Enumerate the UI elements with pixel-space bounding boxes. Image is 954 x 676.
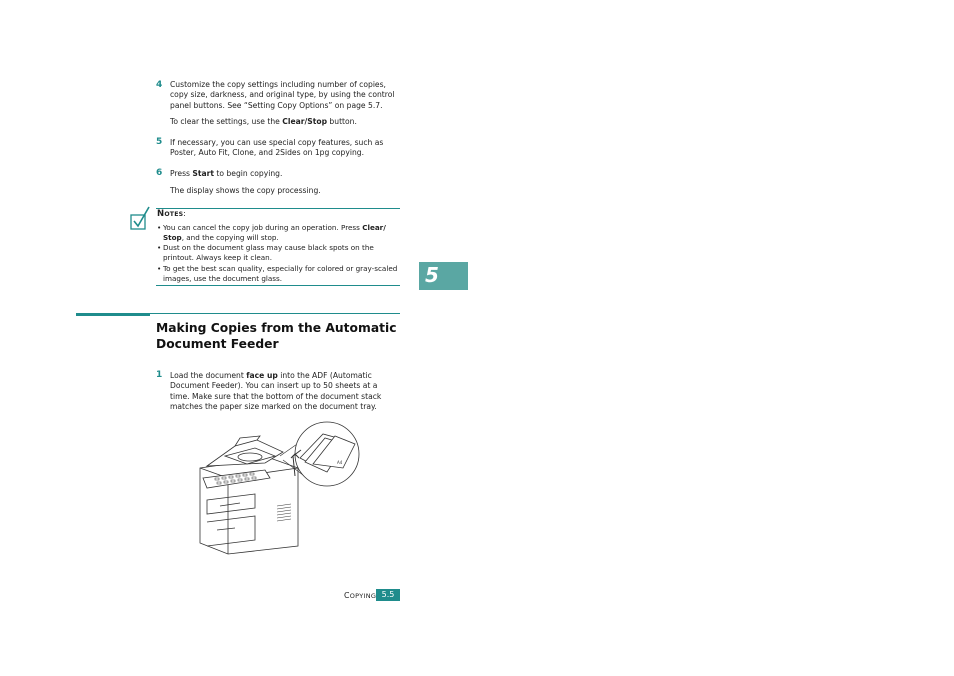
notes-title-rest: OTES <box>164 211 184 218</box>
step-4-sub-pre: To clear the settings, use the <box>170 117 283 126</box>
section-heading-line-1: Making Copies from the Automatic <box>156 321 397 335</box>
step-4-subtext <box>170 117 402 127</box>
step-1-text <box>170 371 402 412</box>
notes-title-colon: : <box>183 209 187 218</box>
clear-stop-label: Clear/Stop <box>282 117 328 126</box>
step-number-1: 1 <box>156 370 163 380</box>
footer-label-cap: C <box>344 591 350 600</box>
bullet: • <box>157 243 162 252</box>
step-4-line-3: panel buttons. See “Setting Copy Options” on page 5.7. <box>170 100 383 110</box>
step-1-line-3: time. Make sure that the bottom of the document stack <box>170 391 382 401</box>
step-1-line-1: Load the document face up into the ADF (Automatic <box>170 371 372 380</box>
footer-label-rest: OPYING <box>349 592 377 600</box>
step-6-pre: Press <box>170 169 193 178</box>
note-item-2 <box>157 243 401 262</box>
notes-checkmark-icon <box>129 205 153 233</box>
printer-adf-illustration <box>195 418 361 558</box>
note-1-text: You can cancel the copy job during an operation. Press Clear/ Stop, and the copying will stop. <box>163 223 386 242</box>
bullet: • <box>157 223 162 232</box>
note-3-text: To get the best scan quality, especially for colored or gray-scaled images, use the document glass. <box>163 264 398 283</box>
step-5-line-1: If necessary, you can use special copy features, such as <box>170 138 384 147</box>
step-1-line-2: Document Feeder). You can insert up to 50 sheets at a <box>170 381 378 391</box>
step-5-text <box>170 138 402 159</box>
notes-top-rule <box>156 208 400 209</box>
section-heading <box>156 320 406 352</box>
step-6-text <box>170 169 402 179</box>
notes-title-cap: N <box>157 209 165 219</box>
notes-title <box>157 209 186 219</box>
start-label: Start <box>192 169 215 178</box>
step-4-sub-post: button. <box>327 117 357 126</box>
chapter-tab <box>419 262 468 290</box>
step-4-line-2: copy size, darkness, and original type, by using the control <box>170 90 395 100</box>
note-item-3 <box>157 264 401 283</box>
note-item-1 <box>157 223 401 242</box>
step-4-text <box>170 80 402 111</box>
step-6-subtext: The display shows the copy processing. <box>170 186 321 195</box>
notes-bottom-rule <box>156 285 400 286</box>
footer-page-number: 5.5 <box>376 589 400 601</box>
chapter-number: 5 <box>425 263 439 287</box>
step-number-6: 6 <box>156 168 163 178</box>
step-6-post: to begin copying. <box>214 169 283 178</box>
footer-section-label <box>344 591 376 600</box>
bullet: • <box>157 264 162 273</box>
step-number-4: 4 <box>156 80 163 90</box>
step-5-line-2: Poster, Auto Fit, Clone, and 2Sides on 1pg copying. <box>170 148 365 158</box>
heading-rule-accent <box>76 313 150 316</box>
section-heading-line-2: Document Feeder <box>156 337 279 351</box>
note-2-text: Dust on the document glass may cause black spots on the printout. Always keep it clean. <box>163 243 374 262</box>
svg-text:A4: A4 <box>337 460 343 465</box>
step-4-line-1: Customize the copy settings including number of copies, <box>170 80 386 89</box>
step-number-5: 5 <box>156 137 163 147</box>
step-1-line-4: matches the paper size marked on the document tray. <box>170 401 377 411</box>
